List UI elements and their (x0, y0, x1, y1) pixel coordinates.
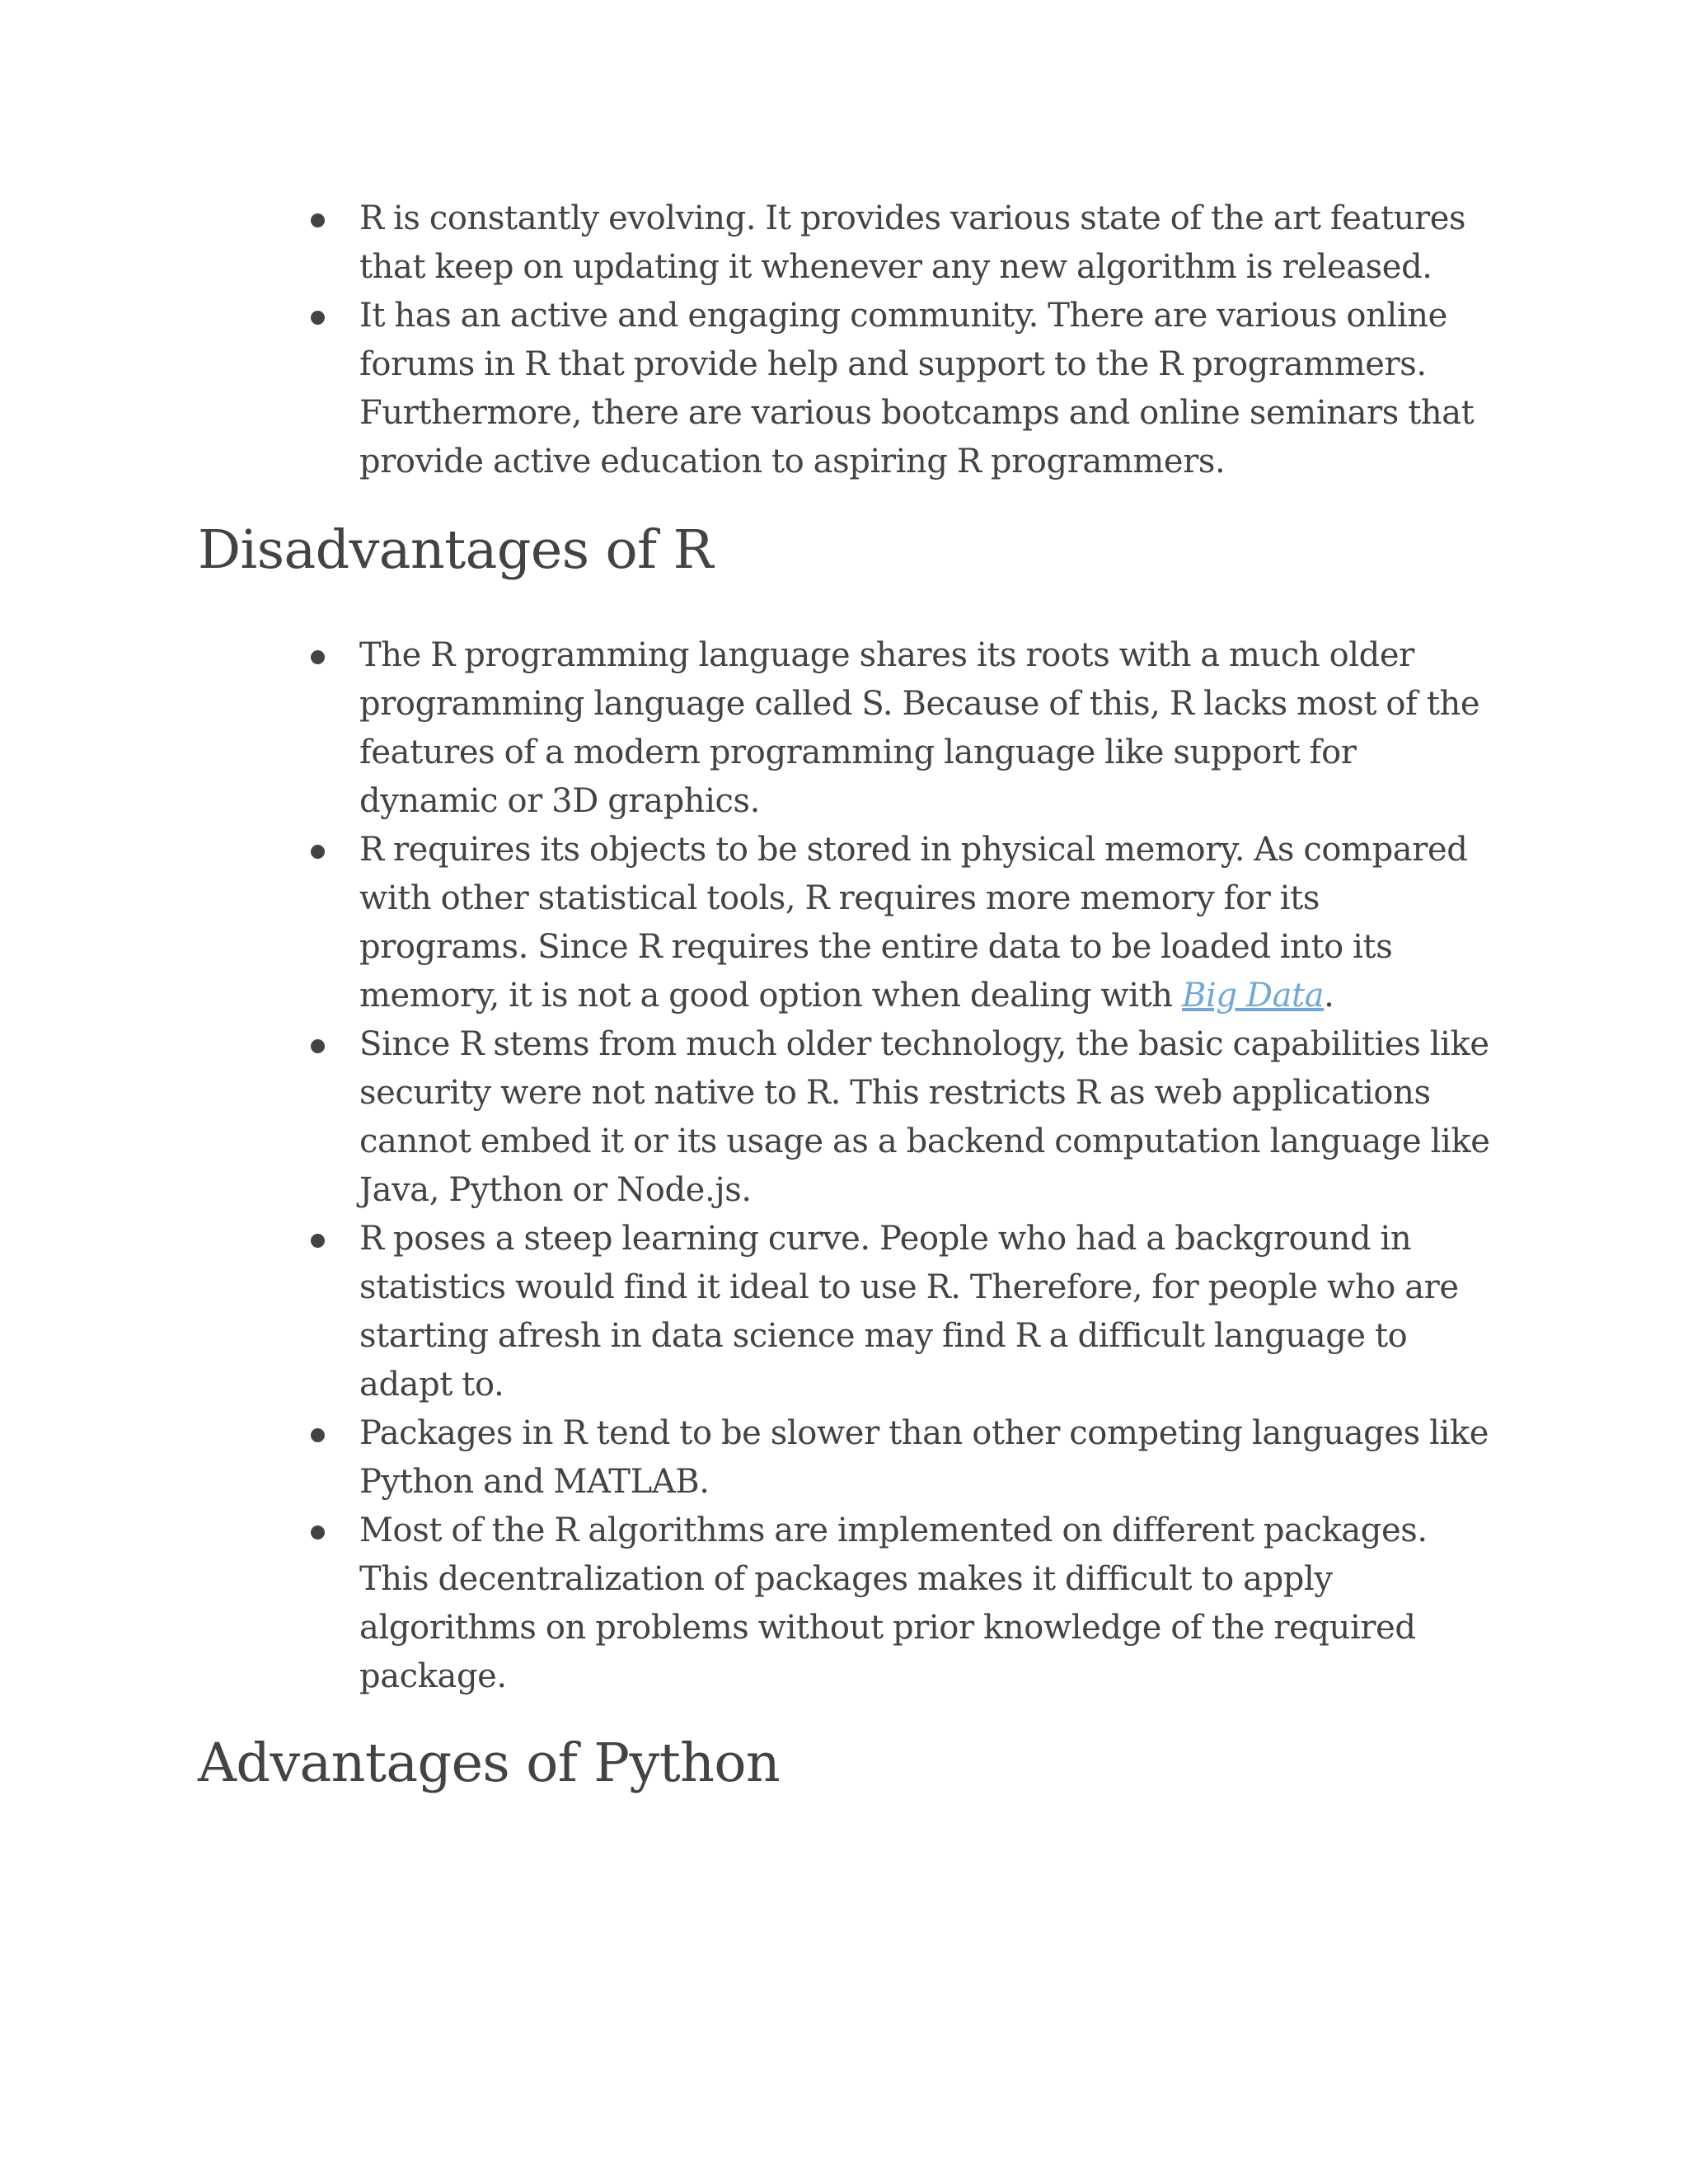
bullet-icon (311, 650, 325, 664)
list-item-text: R poses a steep learning curve. People who had a background in statistics would find it ideal to use R. Therefore, for people who are starting afresh in data science may find R a difficult language to adapt to. (359, 1220, 1459, 1404)
bullet-icon (311, 213, 325, 227)
bullet-icon (311, 311, 325, 325)
list-item-text: Packages in R tend to be slower than other competing languages like Python and MATLAB. (359, 1414, 1489, 1501)
big-data-link[interactable]: Big Data (1182, 977, 1325, 1015)
bullet-icon (311, 1234, 325, 1248)
disadvantages-r-list (307, 631, 1493, 1701)
list-item (307, 1409, 1493, 1507)
bullet-icon (311, 1526, 325, 1540)
advantages-r-list-continued (307, 194, 1493, 486)
bullet-icon (311, 1428, 325, 1442)
list-item (307, 1020, 1493, 1215)
list-item-text: Since R stems from much older technology, the basic capabilities like security were not native to R. This restricts R as web applications cannot embed it or its usage as a backend computation language like Java, Python or Node.js. (359, 1025, 1490, 1209)
heading-advantages-of-python: Advantages of Python (198, 1732, 781, 1794)
list-item-text: Most of the R algorithms are implemented on different packages. This decentralization of packages makes it difficult to apply algorithms on problems without prior knowledge of the required package. (359, 1511, 1428, 1695)
list-item-text: It has an active and engaging community. There are various online forums in R that provide help and support to the R programmers. Furthermore, there are various bootcamps and online seminars that provide active education to aspiring R programmers. (359, 297, 1475, 480)
list-item (307, 631, 1493, 826)
list-item (307, 1507, 1493, 1701)
list-item (307, 292, 1493, 486)
list-item (307, 194, 1493, 292)
heading-disadvantages-of-r: Disadvantages of R (198, 519, 713, 581)
bullet-icon (311, 845, 325, 859)
list-item (307, 826, 1493, 1020)
list-item-text: The R programming language shares its roots with a much older programming language called S. Because of this, R lacks most of the features of a modern programming language like support for dynamic or 3D graphics. (359, 636, 1480, 820)
list-item (307, 1215, 1493, 1409)
list-item-text: R is constantly evolving. It provides various state of the art features that keep on updating it whenever any new algorithm is released. (359, 199, 1466, 286)
bullet-icon (311, 1039, 325, 1053)
list-item-text-end: . (1324, 977, 1334, 1015)
list-item-text: R requires its objects to be stored in physical memory. As compared with other statistical tools, R requires more memory for its programs. Since R requires the entire data to be loaded into its memory, it is not a good option when dealing with (359, 831, 1468, 1015)
